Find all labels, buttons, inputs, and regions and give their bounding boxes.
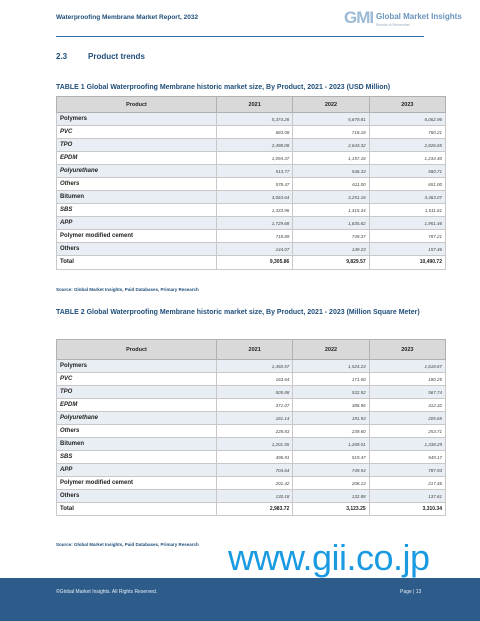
product-name-cell: TPO — [57, 386, 217, 399]
value-cell: 149.23 — [293, 243, 369, 256]
value-cell: 228.83 — [217, 425, 293, 438]
table-row — [57, 139, 446, 152]
product-name-cell: Polyurethane — [57, 412, 217, 425]
table-row — [57, 113, 446, 126]
value-cell: 6,062.96 — [369, 113, 445, 126]
value-cell: 5,374.26 — [217, 113, 293, 126]
value-cell: 532.92 — [293, 386, 369, 399]
header-divider — [56, 36, 424, 37]
product-name-cell: Polymer modified cement — [57, 477, 217, 490]
product-name-cell: Others — [57, 178, 217, 191]
product-name-cell: APP — [57, 217, 217, 230]
table-row — [57, 399, 446, 412]
value-cell: 611.00 — [293, 178, 369, 191]
value-cell: 1,338.29 — [369, 438, 445, 451]
value-cell: 2,826.65 — [369, 139, 445, 152]
report-title: Waterproofing Membrane Market Report, 2032 — [56, 14, 199, 21]
product-name-cell: TPO — [57, 139, 217, 152]
value-cell: 157.46 — [369, 243, 445, 256]
table-row — [57, 230, 446, 243]
product-name-cell: EPDM — [57, 399, 217, 412]
column-header-2023: 2023 — [369, 340, 445, 360]
value-cell: 253.71 — [369, 425, 445, 438]
table-row — [57, 373, 446, 386]
column-header-2022: 2022 — [293, 97, 369, 113]
table-row — [57, 412, 446, 425]
value-cell: 1,511.61 — [369, 204, 445, 217]
value-cell: 567.74 — [369, 386, 445, 399]
table-row — [57, 204, 446, 217]
column-header-2021: 2021 — [217, 97, 293, 113]
total-value-cell: 10,490.72 — [369, 256, 445, 270]
value-cell: 787.93 — [369, 464, 445, 477]
column-header-2023: 2023 — [369, 97, 445, 113]
product-name-cell: Bitumen — [57, 191, 217, 204]
table-row — [57, 451, 446, 464]
value-cell: 718.18 — [293, 126, 369, 139]
logo-name: Global Market Insights — [376, 12, 462, 21]
value-cell: 496.91 — [217, 451, 293, 464]
value-cell: 1,618.67 — [369, 360, 445, 373]
product-name-cell: Polymers — [57, 113, 217, 126]
value-cell: 683.08 — [217, 126, 293, 139]
total-value-cell: 9,829.57 — [293, 256, 369, 270]
product-name-cell: PVC — [57, 126, 217, 139]
value-cell: 3,251.16 — [293, 191, 369, 204]
value-cell: 180.25 — [369, 373, 445, 386]
table1-caption: TABLE 1 Global Waterproofing Membrane historic market size, By Product, 2021 - 2023 (USD Million) — [56, 84, 391, 91]
table-row — [57, 386, 446, 399]
value-cell: 1,450.57 — [217, 360, 293, 373]
table2 — [56, 339, 446, 516]
section-title: Product trends — [88, 52, 145, 61]
value-cell: 5,679.81 — [293, 113, 369, 126]
product-name-cell: Others — [57, 425, 217, 438]
table-row — [57, 152, 446, 165]
value-cell: 787.21 — [369, 230, 445, 243]
logo-mark: GMI — [344, 8, 374, 27]
value-cell: 2,643.32 — [293, 139, 369, 152]
table-row — [57, 464, 446, 477]
value-cell: 1,234.40 — [369, 152, 445, 165]
section-heading — [56, 52, 145, 61]
value-cell: 1,524.23 — [293, 360, 369, 373]
value-cell: 208.13 — [293, 477, 369, 490]
table-row — [57, 126, 446, 139]
value-cell: 163.64 — [217, 373, 293, 386]
total-label: Total — [57, 503, 217, 516]
table-row — [57, 165, 446, 178]
table-row — [57, 178, 446, 191]
column-header-product: Product — [57, 97, 217, 113]
table1-header-row — [57, 97, 446, 113]
table2-caption: TABLE 2 Global Waterproofing Membrane historic market size, By Product, 2021 - 2023 (Million Square Meter) — [56, 309, 420, 316]
total-row — [57, 256, 446, 270]
product-name-cell: SBS — [57, 204, 217, 217]
total-row — [57, 503, 446, 516]
table-row — [57, 217, 446, 230]
value-cell: 549.17 — [369, 451, 445, 464]
watermark-text: www.gii.co.jp — [228, 537, 430, 578]
value-cell: 651.00 — [369, 178, 445, 191]
gmi-logo — [344, 8, 462, 34]
value-cell: 191.93 — [293, 412, 369, 425]
page-header — [0, 0, 480, 36]
footer-page-number: Page | 13 — [400, 589, 422, 595]
product-name-cell: SBS — [57, 451, 217, 464]
value-cell: 388.96 — [293, 399, 369, 412]
product-name-cell: APP — [57, 464, 217, 477]
value-cell: 513.77 — [217, 165, 293, 178]
value-cell: 546.33 — [293, 165, 369, 178]
product-name-cell: Polyurethane — [57, 165, 217, 178]
table1 — [56, 96, 446, 270]
total-value-cell: 9,305.86 — [217, 256, 293, 270]
product-name-cell: Others — [57, 243, 217, 256]
value-cell: 580.71 — [369, 165, 445, 178]
product-name-cell: PVC — [57, 373, 217, 386]
value-cell: 1,269.01 — [293, 438, 369, 451]
value-cell: 171.00 — [293, 373, 369, 386]
value-cell: 1,951.46 — [369, 217, 445, 230]
value-cell: 749.54 — [293, 464, 369, 477]
value-cell: 760.21 — [369, 126, 445, 139]
column-header-2021: 2021 — [217, 340, 293, 360]
value-cell: 205.65 — [369, 412, 445, 425]
value-cell: 181.14 — [217, 412, 293, 425]
value-cell: 505.88 — [217, 386, 293, 399]
value-cell: 412.32 — [369, 399, 445, 412]
value-cell: 137.61 — [369, 490, 445, 503]
product-name-cell: EPDM — [57, 152, 217, 165]
total-value-cell: 3,123.25 — [293, 503, 369, 516]
value-cell: 1,157.18 — [293, 152, 369, 165]
table1-source: Source: Global Market Insights, Paid Databases, Primary Research — [56, 287, 199, 292]
value-cell: 2,498.08 — [217, 139, 293, 152]
page-footer — [0, 578, 480, 621]
total-value-cell: 3,310.34 — [369, 503, 445, 516]
table-row — [57, 191, 446, 204]
value-cell: 130.18 — [217, 490, 293, 503]
product-name-cell: Polymers — [57, 360, 217, 373]
product-name-cell: Others — [57, 490, 217, 503]
table-row — [57, 425, 446, 438]
value-cell: 519.47 — [293, 451, 369, 464]
value-cell: 749.37 — [293, 230, 369, 243]
value-cell: 1,729.68 — [217, 217, 293, 230]
value-cell: 1,201.55 — [217, 438, 293, 451]
value-cell: 3,063.64 — [217, 191, 293, 204]
value-cell: 704.64 — [217, 464, 293, 477]
value-cell: 239.60 — [293, 425, 369, 438]
value-cell: 1,094.37 — [217, 152, 293, 165]
value-cell: 3,463.07 — [369, 191, 445, 204]
value-cell: 371.07 — [217, 399, 293, 412]
value-cell: 217.46 — [369, 477, 445, 490]
value-cell: 1,333.96 — [217, 204, 293, 217]
table2-header-row — [57, 340, 446, 360]
product-name-cell: Polymer modified cement — [57, 230, 217, 243]
value-cell: 578.47 — [217, 178, 293, 191]
table-row — [57, 360, 446, 373]
column-header-product: Product — [57, 340, 217, 360]
table-row — [57, 490, 446, 503]
column-header-2022: 2022 — [293, 340, 369, 360]
table-row — [57, 243, 446, 256]
table2-source: Source: Global Market Insights, Paid Databases, Primary Research — [56, 542, 199, 547]
value-cell: 1,415.34 — [293, 204, 369, 217]
total-label: Total — [57, 256, 217, 270]
logo-tagline: Results to Remember — [376, 23, 410, 27]
value-cell: 144.07 — [217, 243, 293, 256]
value-cell: 201.42 — [217, 477, 293, 490]
footer-copyright: ©Global Market Insights. All Rights Reserved. — [56, 589, 158, 595]
value-cell: 132.88 — [293, 490, 369, 503]
table-row — [57, 477, 446, 490]
section-number: 2.3 — [56, 52, 68, 61]
total-value-cell: 2,983.72 — [217, 503, 293, 516]
table-row — [57, 438, 446, 451]
value-cell: 1,835.82 — [293, 217, 369, 230]
product-name-cell: Bitumen — [57, 438, 217, 451]
value-cell: 718.89 — [217, 230, 293, 243]
